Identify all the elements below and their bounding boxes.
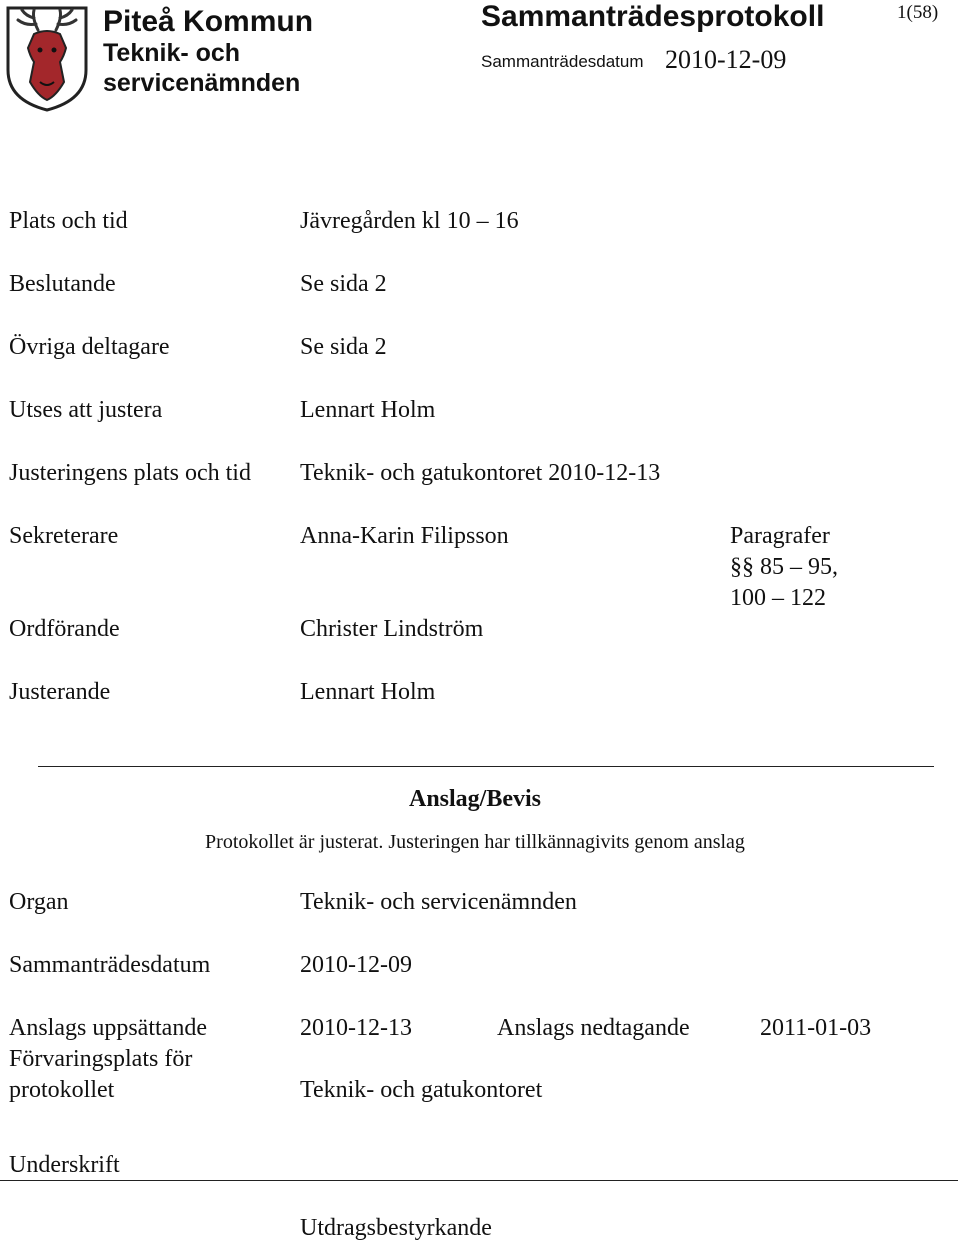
adjuster-value: Lennart Holm [300,679,436,705]
reindeer-shield-icon [4,4,90,112]
place-time-value: Jävregården kl 10 – 16 [300,208,519,234]
page-number: 1(58) [897,2,939,23]
chairman-value: Christer Lindström [300,616,484,642]
notice-meeting-date-label: Sammanträdesdatum [9,952,211,978]
other-participants-value: Se sida 2 [300,334,387,360]
signature-line [0,1180,958,1181]
deciding-value: Se sida 2 [300,271,387,297]
org-name: Piteå Kommun [103,5,314,38]
storage-label-line1: Förvaringsplats för [9,1046,193,1072]
storage-value: Teknik- och gatukontoret [300,1077,543,1103]
department-name-line1: Teknik- och [103,39,241,67]
posting-date-value: 2010-12-13 [300,1015,412,1041]
notice-text: Protokollet är justerat. Justeringen har tillkännagivits genom anslag [205,831,745,853]
appointed-adjuster-value: Lennart Holm [300,397,436,423]
appointed-adjuster-label: Utses att justera [9,397,163,423]
storage-label-line2: protokollet [9,1077,115,1103]
removal-date-label: Anslags nedtagande [497,1015,690,1041]
other-participants-label: Övriga deltagare [9,334,170,360]
removal-date-value: 2011-01-03 [760,1015,872,1041]
adjuster-label: Justerande [9,679,111,705]
posting-date-label: Anslags uppsättande [9,1015,207,1041]
notice-title: Anslag/Bevis [408,786,542,812]
organ-value: Teknik- och servicenämnden [300,889,577,915]
department-name [103,38,300,98]
deciding-label: Beslutande [9,271,116,297]
secretary-value: Anna-Karin Filipsson [300,523,509,549]
paragraphs-range-2: 100 – 122 [730,585,826,611]
document-title: Sammanträdesprotokoll [481,0,825,33]
section-divider [38,766,934,767]
place-time-label: Plats och tid [9,208,128,234]
department-name-line2: servicenämnden [103,69,301,97]
adjustment-place-time-label: Justeringens plats och tid [9,460,251,486]
adjustment-place-time-value: Teknik- och gatukontoret 2010-12-13 [300,460,661,486]
signature-label: Underskrift [9,1152,120,1178]
organ-label: Organ [9,889,69,915]
chairman-label: Ordförande [9,616,120,642]
header-meeting-date-label: Sammanträdesdatum [481,52,644,71]
paragraphs-range-1: §§ 85 – 95, [730,554,838,580]
header-meeting-date-value: 2010-12-09 [665,45,787,74]
notice-meeting-date-value: 2010-12-09 [300,952,412,978]
certified-extract-label: Utdragsbestyrkande [300,1215,492,1241]
paragraphs-label: Paragrafer [730,523,830,549]
secretary-label: Sekreterare [9,523,119,549]
